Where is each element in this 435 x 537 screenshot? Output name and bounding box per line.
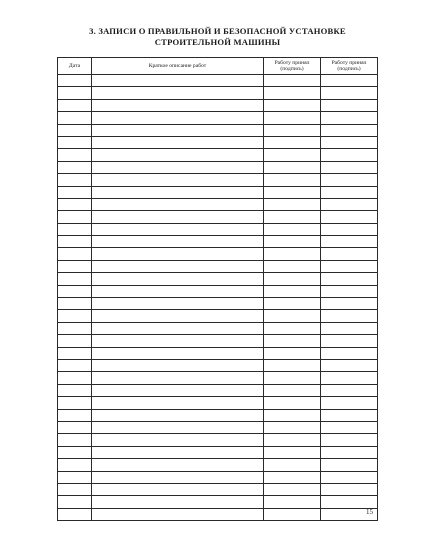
cell-signature-2 xyxy=(321,322,378,334)
cell-signature-1 xyxy=(264,260,321,272)
cell-description xyxy=(92,459,264,471)
cell-description xyxy=(92,136,264,148)
cell-description xyxy=(92,434,264,446)
cell-signature-2 xyxy=(321,409,378,421)
cell-signature-2 xyxy=(321,161,378,173)
cell-signature-1 xyxy=(264,273,321,285)
cell-signature-2 xyxy=(321,124,378,136)
column-header-accepted-signature-1: Работу принял (подпись) xyxy=(264,58,321,75)
cell-date xyxy=(58,347,92,359)
table-row xyxy=(58,174,378,186)
table-row xyxy=(58,459,378,471)
cell-date xyxy=(58,149,92,161)
cell-date xyxy=(58,285,92,297)
cell-description xyxy=(92,186,264,198)
cell-signature-1 xyxy=(264,186,321,198)
cell-signature-1 xyxy=(264,409,321,421)
cell-signature-1 xyxy=(264,446,321,458)
cell-signature-2 xyxy=(321,434,378,446)
cell-description xyxy=(92,384,264,396)
cell-date xyxy=(58,273,92,285)
cell-date xyxy=(58,236,92,248)
cell-date xyxy=(58,186,92,198)
cell-signature-1 xyxy=(264,322,321,334)
cell-signature-1 xyxy=(264,347,321,359)
cell-description xyxy=(92,359,264,371)
table-row xyxy=(58,136,378,148)
cell-description xyxy=(92,397,264,409)
cell-signature-1 xyxy=(264,174,321,186)
table-row xyxy=(58,75,378,87)
cell-signature-1 xyxy=(264,198,321,210)
cell-date xyxy=(58,372,92,384)
table-row xyxy=(58,298,378,310)
cell-signature-2 xyxy=(321,496,378,508)
cell-date xyxy=(58,124,92,136)
cell-signature-1 xyxy=(264,149,321,161)
heading-line-2: СТРОИТЕЛЬНОЙ МАШИНЫ xyxy=(154,37,281,47)
cell-description xyxy=(92,198,264,210)
cell-description xyxy=(92,508,264,520)
table-row xyxy=(58,161,378,173)
cell-description xyxy=(92,99,264,111)
cell-date xyxy=(58,446,92,458)
cell-date xyxy=(58,75,92,87)
cell-signature-1 xyxy=(264,136,321,148)
table-row xyxy=(58,260,378,272)
table-row xyxy=(58,99,378,111)
cell-description xyxy=(92,496,264,508)
cell-date xyxy=(58,136,92,148)
cell-signature-1 xyxy=(264,285,321,297)
cell-date xyxy=(58,459,92,471)
cell-description xyxy=(92,347,264,359)
cell-signature-2 xyxy=(321,149,378,161)
cell-date xyxy=(58,112,92,124)
cell-signature-1 xyxy=(264,161,321,173)
cell-signature-1 xyxy=(264,421,321,433)
table-row xyxy=(58,397,378,409)
table-row xyxy=(58,149,378,161)
cell-description xyxy=(92,310,264,322)
table-row xyxy=(58,285,378,297)
cell-date xyxy=(58,211,92,223)
cell-signature-2 xyxy=(321,384,378,396)
table-row xyxy=(58,124,378,136)
cell-date xyxy=(58,434,92,446)
cell-description xyxy=(92,174,264,186)
cell-signature-2 xyxy=(321,347,378,359)
table-row xyxy=(58,236,378,248)
cell-date xyxy=(58,483,92,495)
table-row xyxy=(58,322,378,334)
cell-signature-1 xyxy=(264,223,321,235)
table-row xyxy=(58,359,378,371)
cell-signature-1 xyxy=(264,372,321,384)
cell-signature-2 xyxy=(321,372,378,384)
cell-signature-2 xyxy=(321,483,378,495)
cell-date xyxy=(58,310,92,322)
table-row xyxy=(58,372,378,384)
cell-description xyxy=(92,260,264,272)
cell-description xyxy=(92,298,264,310)
page-number: 15 xyxy=(366,508,373,516)
cell-signature-1 xyxy=(264,384,321,396)
cell-date xyxy=(58,248,92,260)
cell-date xyxy=(58,496,92,508)
cell-signature-2 xyxy=(321,186,378,198)
cell-date xyxy=(58,384,92,396)
cell-signature-2 xyxy=(321,223,378,235)
table-body xyxy=(58,75,378,521)
cell-description xyxy=(92,409,264,421)
cell-signature-1 xyxy=(264,211,321,223)
cell-signature-2 xyxy=(321,236,378,248)
heading-line-1: 3. ЗАПИСИ О ПРАВИЛЬНОЙ И БЕЗОПАСНОЙ УСТАНОВКЕ xyxy=(89,26,346,36)
cell-signature-2 xyxy=(321,335,378,347)
table-row xyxy=(58,223,378,235)
cell-date xyxy=(58,359,92,371)
installation-records-table xyxy=(57,57,378,521)
cell-description xyxy=(92,223,264,235)
cell-signature-1 xyxy=(264,236,321,248)
section-heading xyxy=(0,26,435,48)
table-row xyxy=(58,310,378,322)
cell-description xyxy=(92,421,264,433)
cell-signature-1 xyxy=(264,508,321,520)
cell-signature-2 xyxy=(321,298,378,310)
cell-signature-1 xyxy=(264,124,321,136)
cell-date xyxy=(58,397,92,409)
cell-description xyxy=(92,248,264,260)
cell-signature-2 xyxy=(321,99,378,111)
cell-signature-1 xyxy=(264,397,321,409)
cell-description xyxy=(92,483,264,495)
table-row xyxy=(58,483,378,495)
cell-signature-2 xyxy=(321,174,378,186)
cell-date xyxy=(58,99,92,111)
cell-signature-1 xyxy=(264,459,321,471)
table-row xyxy=(58,248,378,260)
cell-date xyxy=(58,87,92,99)
cell-signature-1 xyxy=(264,483,321,495)
cell-signature-1 xyxy=(264,496,321,508)
table-row xyxy=(58,198,378,210)
table-row xyxy=(58,347,378,359)
cell-signature-1 xyxy=(264,298,321,310)
cell-date xyxy=(58,223,92,235)
cell-signature-1 xyxy=(264,75,321,87)
column-header-accepted-signature-2: Работу принял (подпись) xyxy=(321,58,378,75)
cell-signature-2 xyxy=(321,75,378,87)
cell-signature-2 xyxy=(321,459,378,471)
cell-signature-2 xyxy=(321,248,378,260)
cell-signature-1 xyxy=(264,471,321,483)
cell-signature-2 xyxy=(321,87,378,99)
cell-date xyxy=(58,260,92,272)
cell-signature-2 xyxy=(321,421,378,433)
cell-description xyxy=(92,87,264,99)
cell-description xyxy=(92,211,264,223)
cell-signature-1 xyxy=(264,248,321,260)
cell-signature-2 xyxy=(321,285,378,297)
cell-date xyxy=(58,409,92,421)
cell-description xyxy=(92,124,264,136)
table-row xyxy=(58,409,378,421)
cell-signature-1 xyxy=(264,99,321,111)
table-row xyxy=(58,508,378,520)
table-row xyxy=(58,421,378,433)
cell-signature-2 xyxy=(321,211,378,223)
cell-description xyxy=(92,273,264,285)
table-row xyxy=(58,471,378,483)
column-header-date: Дата xyxy=(58,58,92,75)
cell-date xyxy=(58,335,92,347)
cell-signature-1 xyxy=(264,359,321,371)
table-row xyxy=(58,211,378,223)
table-row xyxy=(58,434,378,446)
table-row xyxy=(58,335,378,347)
cell-description xyxy=(92,285,264,297)
cell-description xyxy=(92,446,264,458)
cell-date xyxy=(58,322,92,334)
cell-date xyxy=(58,508,92,520)
cell-signature-1 xyxy=(264,434,321,446)
cell-signature-2 xyxy=(321,310,378,322)
table-row xyxy=(58,87,378,99)
cell-description xyxy=(92,236,264,248)
table-row xyxy=(58,273,378,285)
cell-date xyxy=(58,198,92,210)
cell-signature-1 xyxy=(264,335,321,347)
cell-description xyxy=(92,322,264,334)
cell-description xyxy=(92,471,264,483)
cell-description xyxy=(92,335,264,347)
cell-date xyxy=(58,174,92,186)
cell-date xyxy=(58,421,92,433)
cell-signature-1 xyxy=(264,310,321,322)
cell-signature-2 xyxy=(321,359,378,371)
cell-signature-2 xyxy=(321,260,378,272)
cell-description xyxy=(92,149,264,161)
cell-date xyxy=(58,298,92,310)
cell-signature-2 xyxy=(321,273,378,285)
cell-date xyxy=(58,471,92,483)
cell-signature-2 xyxy=(321,136,378,148)
cell-description xyxy=(92,112,264,124)
cell-date xyxy=(58,161,92,173)
cell-description xyxy=(92,372,264,384)
table-row xyxy=(58,446,378,458)
cell-signature-2 xyxy=(321,112,378,124)
cell-description xyxy=(92,161,264,173)
cell-description xyxy=(92,75,264,87)
cell-signature-1 xyxy=(264,112,321,124)
cell-signature-2 xyxy=(321,471,378,483)
column-header-description: Краткое описание работ xyxy=(92,58,264,75)
cell-signature-2 xyxy=(321,198,378,210)
table-row xyxy=(58,186,378,198)
cell-signature-1 xyxy=(264,87,321,99)
table-header-row xyxy=(58,58,378,75)
table-row xyxy=(58,496,378,508)
cell-signature-2 xyxy=(321,446,378,458)
table-row xyxy=(58,112,378,124)
cell-signature-2 xyxy=(321,397,378,409)
table-row xyxy=(58,384,378,396)
